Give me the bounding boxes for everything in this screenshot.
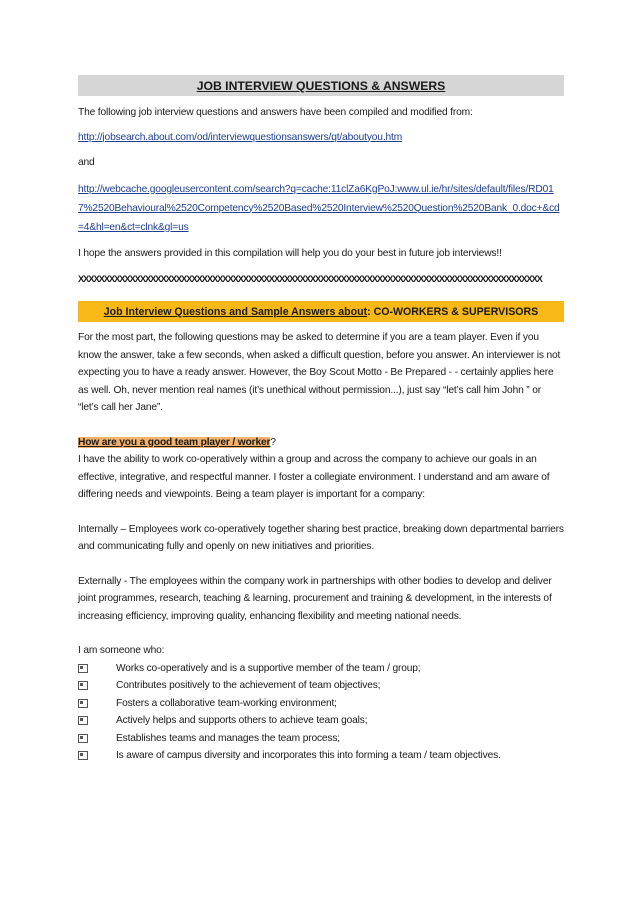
question-text: How are you a good team player / worker — [78, 436, 271, 448]
bullet-icon — [78, 681, 88, 690]
bullet-icon — [78, 716, 88, 725]
bullet-icon — [78, 751, 88, 760]
source-link-2[interactable]: http://webcache.googleusercontent.com/search?q=cache:11clZa6KgPoJ:www.ul.ie/hr/sites/default/files/RD017%2520Behavioural%2520Competency%2520Based%2520Interview%2520Question%2520Bank_0.doc+&cd=4&hl=en&ct=clnk&gl=us — [78, 183, 560, 233]
list-item: Is aware of campus diversity and incorporates this into forming a team / team objectives. — [78, 747, 564, 765]
answer-paragraph: I have the ability to work co-operatively within a group and across the company to achieve our goals in an effective, integrative, and respectful manner. I foster a collegiate environment. I understand and am aware of differing needs and viewpoints. Being a team player is important for a company: — [78, 454, 550, 500]
section-heading-main: Job Interview Questions and Sample Answers about — [103, 305, 368, 318]
section-heading-topic: : CO-WORKERS & SUPERVISORS — [367, 305, 539, 318]
list-item: Contributes positively to the achievement of team objectives; — [78, 677, 564, 695]
source-link-1[interactable]: http://jobsearch.about.com/od/interviewquestionsanswers/qt/aboutyou.htm — [78, 131, 403, 143]
internally-paragraph: Internally – Employees work co-operatively together sharing best practice, breaking down departmental barriers and communicating fully and openly on new initiatives and priorities. — [78, 523, 564, 552]
and-text: and — [78, 157, 95, 168]
hope-text: I hope the answers provided in this compilation will help you do your best in future job interviews!! — [78, 247, 502, 259]
list-item: Establishes teams and manages the team process; — [78, 730, 564, 748]
list-item: Works co-operatively and is a supportive member of the team / group; — [78, 660, 564, 678]
document-title: JOB INTERVIEW QUESTIONS & ANSWERS — [78, 75, 564, 96]
someone-who-text: I am someone who: — [78, 645, 165, 656]
externally-paragraph: Externally - The employees within the company work in partnerships with other bodies to develop and deliver joint programmes, research, teaching & learning, procurement and training & development, in the interests of increasing efficiency, improving quality, enhancing flexibility and meeting national needs. — [78, 575, 552, 622]
list-item: Fosters a collaborative team-working environment; — [78, 695, 564, 713]
bullet-icon — [78, 664, 88, 673]
intro-text: The following job interview questions and answers have been compiled and modified from: — [78, 107, 473, 118]
section-intro: For the most part, the following questions may be asked to determine if you are a team player. Even if you know the answer, take a few seconds, when asked a difficult question, before you answer. An interviewer is not expecting you to have a ready answer. However, the Boy Scout Motto - Be Prepared - - certainly applies here as well. Oh, never mention real names (it’s unethical without permission...), just say “let’s call him John ” or “let’s call her Jane”. — [78, 332, 561, 413]
question-mark: ? — [270, 436, 276, 448]
document-body — [78, 75, 564, 765]
traits-list — [78, 660, 564, 765]
interview-question — [78, 434, 564, 452]
bullet-icon — [78, 699, 88, 708]
list-item: Actively helps and supports others to achieve team goals; — [78, 712, 564, 730]
section-heading — [78, 301, 564, 322]
separator-line: XXXXXXXXXXXXXXXXXXXXXXXXXXXXXXXXXXXXXXXXXXXXXXXXXXXXXXXXXXXXXXXXXXXXXXXXXXXXXXXXXXXXXXXXXX — [78, 273, 542, 284]
bullet-icon — [78, 734, 88, 743]
